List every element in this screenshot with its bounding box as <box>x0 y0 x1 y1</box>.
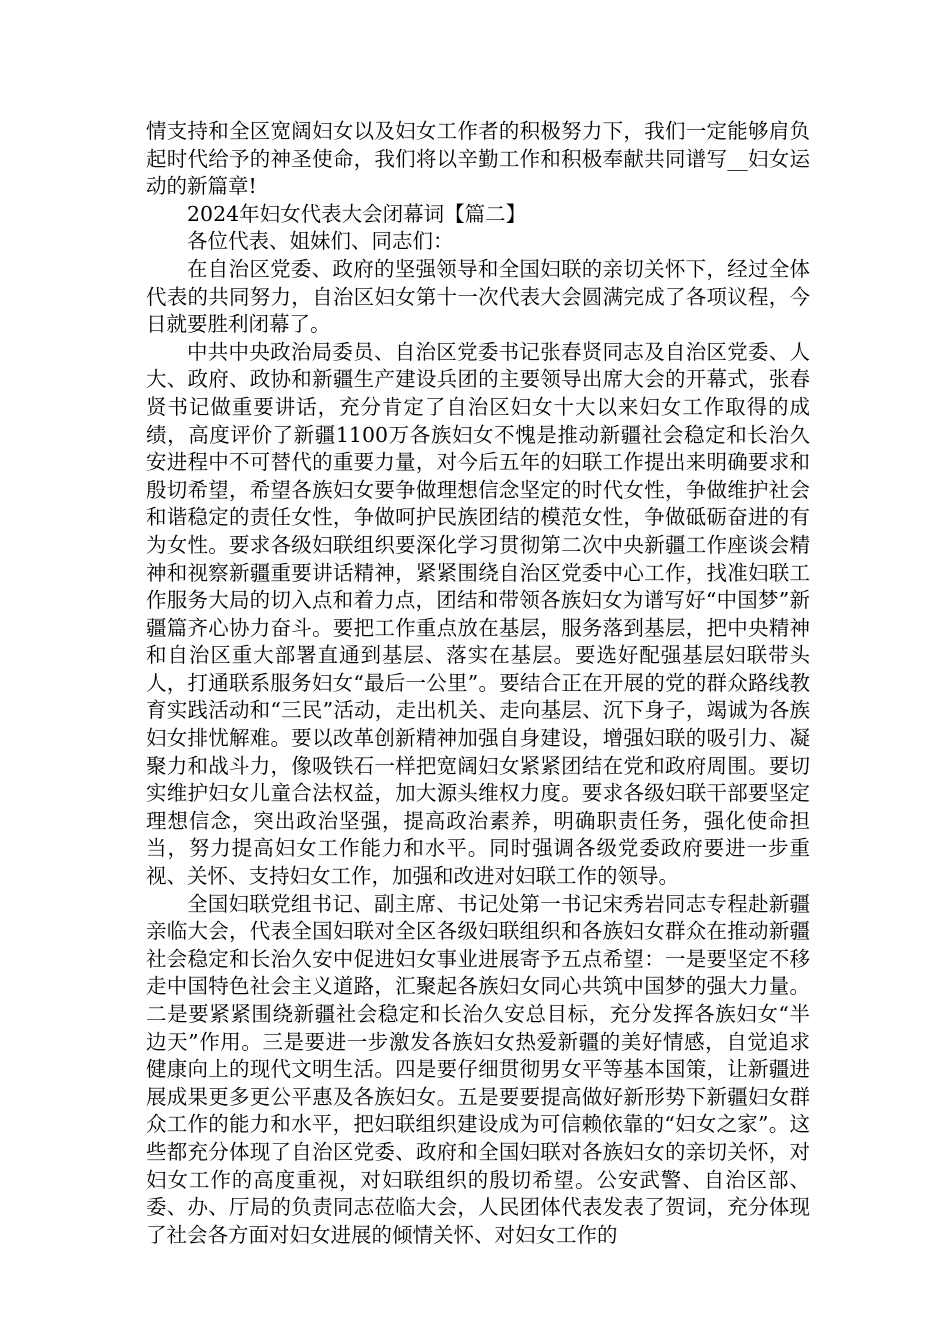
paragraph-national-federation: 全国妇联党组书记、副主席、书记处第一书记宋秀岩同志专程赴新疆亲临大会，代表全国妇联对全区各级妇联组织和各族妇女群众在推动新疆社会稳定和长治久安中促进妇女事业进展寄予五点希望：一是要坚定不移走中国特色社会主义道路，汇聚起各族妇女同心共筑中国梦的强大力量。二是要紧紧围绕新疆社会稳定和长治久安总目标，充分发挥各族妇女“半边天”作用。三是要进一步激发各族妇女热爱新疆的美好情感，自觉追求健康向上的现代文明生活。四是要仔细贯彻男女平等基本国策，让新疆进展成果更多更公平惠及各族妇女。五是要要提高做好新形势下新疆妇女群众工作的能力和水平，把妇联组织建设成为可信赖依靠的“妇女之家”。这些都充分体现了自治区党委、政府和全国妇联对各族妇女的亲切关怀，对妇女工作的高度重视，对妇联组织的殷切希望。公安武警、自治区部、委、办、厅局的负责同志莅临大会，人民团体代表发表了贺词，充分体现了社会各方面对妇女进展的倾情关怀、对妇女工作的 <box>146 891 810 1247</box>
paragraph-continuation: 情支持和全区宽阔妇女以及妇女工作者的积极努力下，我们一定能够肩负起时代给予的神圣使命，我们将以辛勤工作和积极奉献共同谱写__妇女运动的新篇章! <box>146 119 810 199</box>
paragraph-leader-speech: 中共中央政治局委员、自治区党委书记张春贤同志及自治区党委、人大、政府、政协和新疆生产建设兵团的主要领导出席大会的开幕式，张春贤书记做重要讲话，充分肯定了自治区妇女十大以来妇女工作取得的成绩，高度评价了新疆1100万各族妇女不愧是推动新疆社会稳定和长治久安进程中不可替代的重要力量，对今后五年的妇联工作提出来明确要求和殷切希望，希望各族妇女要争做理想信念坚定的时代女性，争做维护社会和谐稳定的责任女性，争做呵护民族团结的模范女性，争做砥砺奋进的有为女性。要求各级妇联组织要深化学习贯彻第二次中央新疆工作座谈会精神和视察新疆重要讲话精神，紧紧围绕自治区党委中心工作，找准妇联工作服务大局的切入点和着力点，团结和带领各族妇女为谱写好“中国梦”新疆篇齐心协力奋斗。要把工作重点放在基层，服务落到基层，把中央精神和自治区重大部署直通到基层、落实在基层。要选好配强基层妇联带头人，打通联系服务妇女“最后一公里”。要结合正在开展的党的群众路线教育实践活动和“三民”活动，走出机关、走向基层、沉下身子，竭诚为各族妇女排忧解难。要以改革创新精神加强自身建设，增强妇联的吸引力、凝聚力和战斗力，像吸铁石一样把宽阔妇女紧紧团结在党和政府周围。要切实维护妇女儿童合法权益，加大源头维权力度。要求各级妇联干部要坚定理想信念，突出政治坚强，提高政治素养，明确职责任务，强化使命担当，努力提高妇女工作能力和水平。同时强调各级党委政府要进一步重视、关怀、支持妇女工作，加强和改进对妇联工作的领导。 <box>146 339 810 889</box>
document-body <box>146 118 810 1249</box>
section-heading: 2024年妇女代表大会闭幕词【篇二】 <box>187 201 527 226</box>
paragraph-opening: 在自治区党委、政府的坚强领导和全国妇联的亲切关怀下，经过全体代表的共同努力，自治区妇女第十一次代表大会圆满完成了各项议程，今日就要胜利闭幕了。 <box>146 256 810 337</box>
salutation: 各位代表、姐妹们、同志们： <box>187 229 454 254</box>
